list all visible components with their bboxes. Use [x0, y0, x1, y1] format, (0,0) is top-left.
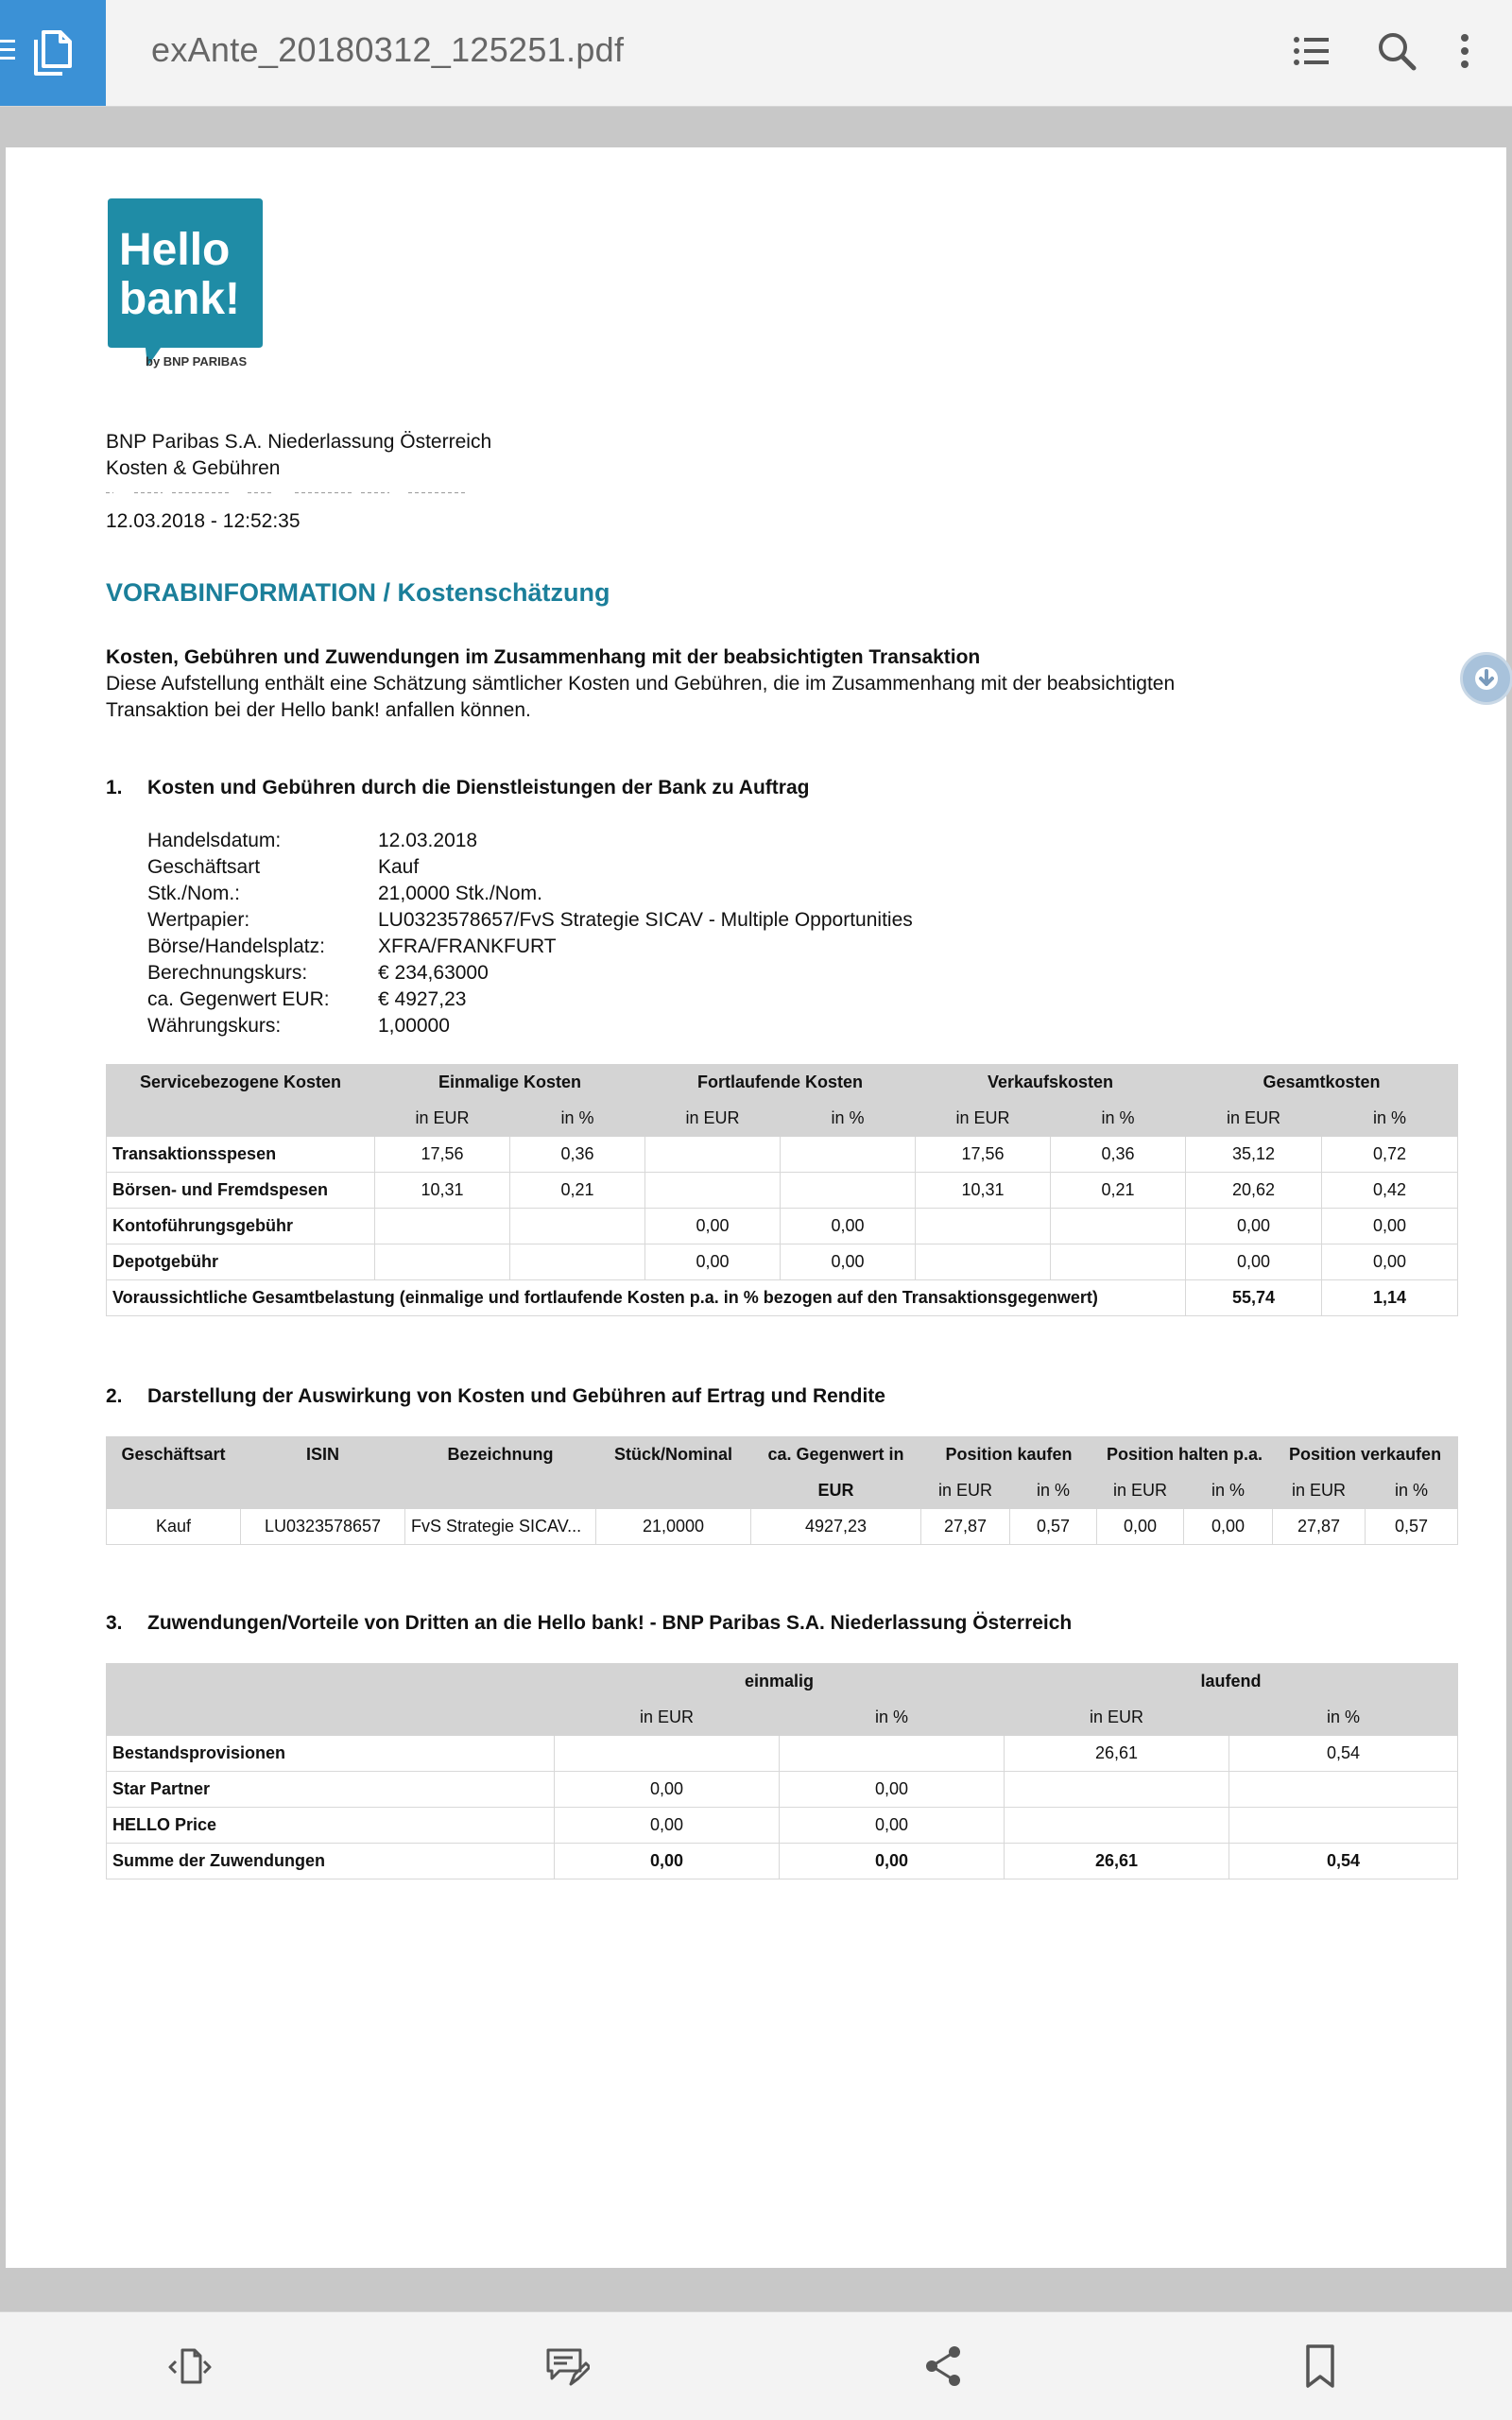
- bottom-toolbar: [0, 2311, 1512, 2420]
- detail-row: Börse/Handelsplatz: XFRA/FRANKFURT: [147, 935, 557, 957]
- detail-row: ca. Gegenwert EUR: € 4927,23: [147, 988, 467, 1010]
- table-row: Börsen- und Fremdspesen 10,31 0,21 10,31 0,21 20,62 0,42: [107, 1173, 1458, 1209]
- navigation-drawer-button[interactable]: [0, 0, 106, 106]
- col-header: Fortlaufende Kosten: [645, 1065, 916, 1101]
- sum-row: Summe der Zuwendungen 0,00 0,00 26,61 0,54: [107, 1844, 1458, 1879]
- inducements-table: einmalig laufend in EUR in % in EUR in % Bestandsprovisionen 26,61 0,54 Star Partner 0,00 0,00 HELLO Price 0,00 0,00 Summe der Zuwendungen 0,00 0,00 26,61 0,54: [106, 1663, 1458, 1879]
- more-vert-icon[interactable]: [1450, 30, 1480, 77]
- intro-heading: Kosten, Gebühren und Zuwendungen im Zusammenhang mit der beabsichtigten Transaktion: [106, 646, 981, 668]
- page-layout-icon[interactable]: [166, 2343, 214, 2394]
- document-timestamp: 12.03.2018 - 12:52:35: [106, 510, 301, 532]
- transaction-details: [147, 828, 913, 1039]
- total-row: Voraussichtliche Gesamtbelastung (einmalige und fortlaufende Kosten p.a. in % bezogen auf den Transaktionsgegenwert) 55,74 1,14: [107, 1280, 1458, 1316]
- section1-number: 1.: [106, 777, 123, 798]
- costs-table: Servicebezogene Kosten Einmalige Kosten Fortlaufende Kosten Verkaufskosten Gesamtkosten in EUR in % in EUR in % in EUR in % in EUR in % Transaktionsspesen 17,56 0,36 17,56 0,36 35,12 0,72 Börsen- und Fremdspesen 10,31 0,21 10,31 0,21 20,62 0,42 Kontoführungsgebühr 0,00 0,00 0,00 0,00 Depotgebühr 0,00 0,00 0,00 0,00 Voraussichtliche Gesamtbelastung (einmalige und fortlaufende Kosten p.a. in % bezogen auf den Transaktionsgegenwert) 55,74 1,14: [106, 1064, 1458, 1316]
- table-row: Kontoführungsgebühr 0,00 0,00 0,00 0,00: [107, 1209, 1458, 1244]
- section3-title: Zuwendungen/Vorteile von Dritten an die Hello bank! - BNP Paribas S.A. Niederlassung Österreich: [147, 1612, 1073, 1634]
- intro-text-2: Transaktion bei der Hello bank! anfallen können.: [106, 699, 531, 721]
- impact-table: Geschäftsart ISIN Bezeichnung Stück/Nominal ca. Gegenwert in Position kaufen Position halten p.a. Position verkaufen EUR in EUR in % in EUR in % in EUR in % Kauf LU0323578657 FvS Strategie SICAV... 21,0000 4927,23 27,87 0,57 0,00 0,00 27,87 0,57: [106, 1436, 1458, 1545]
- table-row: Transaktionsspesen 17,56 0,36 17,56 0,36 35,12 0,72: [107, 1137, 1458, 1173]
- table-row: Bestandsprovisionen 26,61 0,54: [107, 1736, 1458, 1772]
- detail-row: Geschäftsart Kauf: [147, 856, 420, 878]
- annotate-icon[interactable]: [542, 2343, 590, 2394]
- search-icon[interactable]: [1376, 30, 1418, 77]
- col-header: Gesamtkosten: [1186, 1065, 1458, 1101]
- bookmark-icon[interactable]: [1297, 2343, 1344, 2394]
- document-title: exAnte_20180312_125251.pdf: [151, 30, 625, 69]
- detail-row: Berechnungskurs: € 234,63000: [147, 962, 489, 984]
- section2-number: 2.: [106, 1385, 123, 1407]
- table-row: HELLO Price 0,00 0,00: [107, 1808, 1458, 1844]
- bank-name: BNP Paribas S.A. Niederlassung Österreich: [106, 431, 492, 453]
- col-header: Verkaufskosten: [916, 1065, 1186, 1101]
- pdf-page: [6, 147, 1506, 2268]
- table-row: Star Partner 0,00 0,00: [107, 1772, 1458, 1808]
- app-toolbar: [0, 0, 1512, 107]
- menu-icon: [0, 40, 15, 60]
- detail-row: Handelsdatum: 12.03.2018: [147, 830, 478, 851]
- detail-row: Währungskurs: 1,00000: [147, 1015, 450, 1037]
- document-pages-icon: [30, 28, 74, 80]
- hello-bank-logo: [106, 197, 265, 372]
- header-subtitle: Kosten & Gebühren: [106, 457, 281, 479]
- logo-line2: bank!: [119, 274, 241, 324]
- scroll-down-button[interactable]: [1460, 652, 1512, 705]
- scroll-down-icon: [1463, 655, 1510, 702]
- share-icon[interactable]: [920, 2343, 968, 2394]
- table-row: Kauf LU0323578657 FvS Strategie SICAV... 21,0000 4927,23 27,87 0,57 0,00 0,00 27,87 0,57: [107, 1509, 1458, 1545]
- table-row: Depotgebühr 0,00 0,00 0,00 0,00: [107, 1244, 1458, 1280]
- intro-text-1: Diese Aufstellung enthält eine Schätzung sämtlicher Kosten und Gebühren, die im Zusammenhang mit der beabsichtigten: [106, 673, 1176, 695]
- logo-tagline: by BNP PARIBAS: [146, 354, 248, 369]
- list-icon[interactable]: [1291, 30, 1332, 77]
- section1-title: Kosten und Gebühren durch die Dienstleistungen der Bank zu Auftrag: [147, 777, 810, 798]
- section3-number: 3.: [106, 1612, 123, 1634]
- logo-line1: Hello: [119, 225, 231, 275]
- detail-row: Stk./Nom.: 21,0000 Stk./Nom.: [147, 883, 542, 904]
- detail-row: Wertpapier: LU0323578657/FvS Strategie SICAV - Multiple Opportunities: [147, 909, 913, 931]
- section2-title: Darstellung der Auswirkung von Kosten und Gebühren auf Ertrag und Rendite: [147, 1385, 885, 1407]
- document-heading: VORABINFORMATION / Kostenschätzung: [106, 578, 610, 607]
- col-header: Servicebezogene Kosten: [107, 1065, 375, 1101]
- col-header: Einmalige Kosten: [375, 1065, 645, 1101]
- redacted-line: [106, 486, 465, 493]
